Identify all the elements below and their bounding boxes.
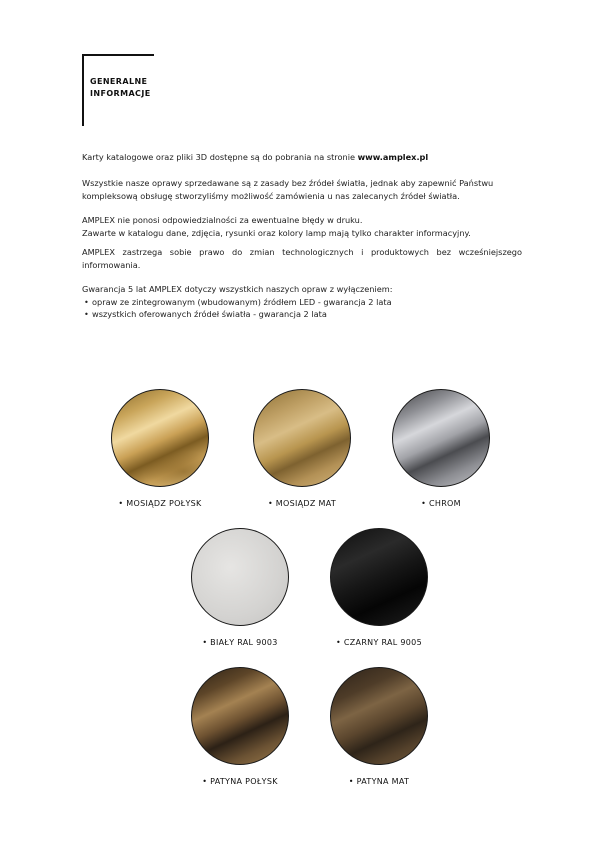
swatch-mosiadz-mat [253,389,351,487]
swatch-patyna-mat [330,667,428,765]
swatch-chrom [392,389,490,487]
light-source-text: Wszystkie nasze oprawy sprzedawane są z zasady bez źródeł światła, jednak aby zapewnić Państwu kompleksową obsługę stworzyliśmy możliwość zamówienia u nas zalecanych źródeł światła. [82,178,494,201]
warranty-note [82,283,522,321]
light-source-note [82,177,522,202]
changes-text: AMPLEX zastrzega sobie prawo do zmian technologicznych i produktowych bez wcześniejszego informowania. [82,247,522,270]
page-title [90,76,170,100]
catalog-download-text: Karty katalogowe oraz pliki 3D dostępne są do pobrania na stronie [82,152,358,162]
warranty-exclusion-item: • wszystkich oferowanych źródeł światła - gwarancja 2 lata [82,308,522,321]
swatch-label-mosiadz-mat: • MOSIĄDZ MAT [267,499,337,508]
catalog-download-note [82,151,522,164]
swatch-label-patyna-mat: • PATYNA MAT [348,777,410,786]
warranty-exclusion-item: • opraw ze zintegrowanym (wbudowanym) źródłem LED - gwarancja 2 lata [82,296,522,309]
swatch-czarny-ral-9005 [330,528,428,626]
warranty-exclusions [82,296,522,321]
disclaimer-note [82,214,522,239]
page-title-line2: INFORMACJE [90,89,151,98]
swatch-label-czarny-ral-9005: • CZARNY RAL 9005 [336,638,422,647]
swatch-mosiadz-polysk [111,389,209,487]
swatch-label-patyna-polysk: • PATYNA POŁYSK [202,777,278,786]
swatch-label-mosiadz-polysk: • MOSIĄDZ POŁYSK [118,499,202,508]
swatch-bialy-ral-9003 [191,528,289,626]
disclaimer-line1: AMPLEX nie ponosi odpowiedzialności za ewentualne błędy w druku. [82,215,363,225]
changes-note [82,246,522,271]
page-title-line1: GENERALNE [90,77,148,86]
warranty-intro: Gwarancja 5 lat AMPLEX dotyczy wszystkich naszych opraw z wyłączeniem: [82,284,393,294]
swatch-patyna-polysk [191,667,289,765]
disclaimer-line2: Zawarte w katalogu dane, zdjęcia, rysunki oraz kolory lamp mają tylko charakter informacyjny. [82,227,471,238]
swatch-label-bialy-ral-9003: • BIAŁY RAL 9003 [202,638,278,647]
swatch-label-chrom: • CHROM [421,499,461,508]
amplex-website-link[interactable]: www.amplex.pl [357,152,429,162]
